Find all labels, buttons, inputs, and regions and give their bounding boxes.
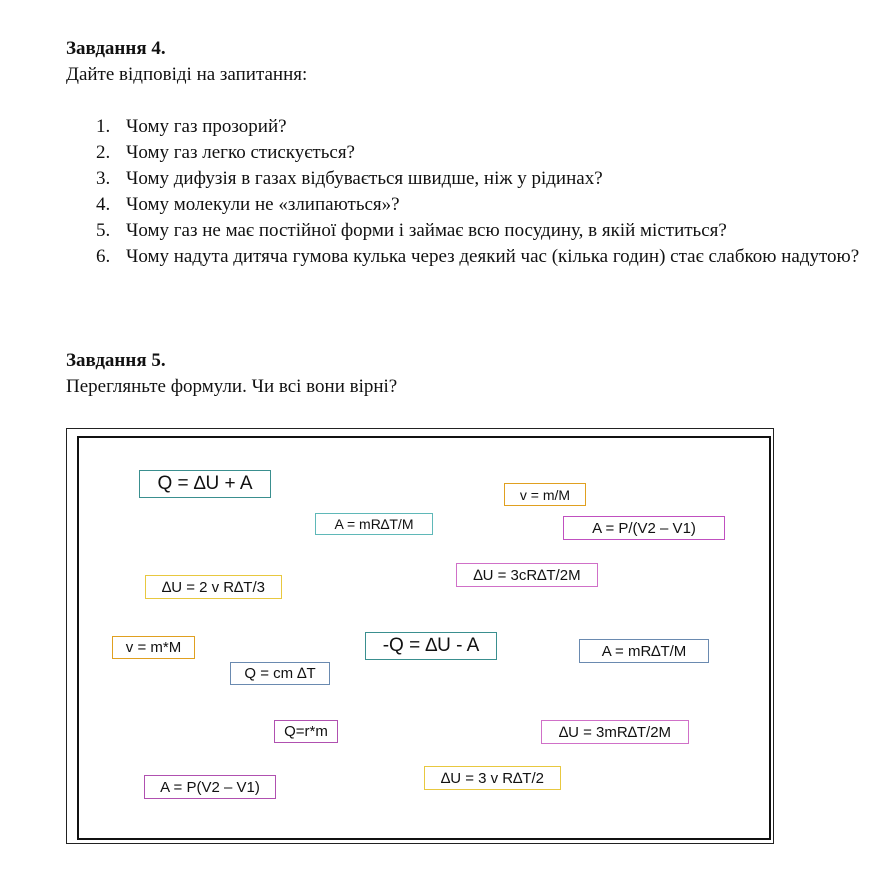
question-text: Чому дифузія в газах відбувається швидше, ніж у рідинах? [126,168,603,189]
formula-box: ∆U = 3 v R∆T/2 [424,766,561,790]
formula-box: ∆U = 3mR∆T/2M [541,720,689,744]
list-item [96,114,866,140]
formula-box: Q=r*m [274,720,338,743]
question-text: Чому газ прозорий? [126,116,287,137]
item-number: 2. [96,142,111,163]
task4-intro: Дайте відповіді на запитання: [66,64,308,85]
formula-box: A = P/(V2 – V1) [563,516,725,540]
formula-box: A = P(V2 – V1) [144,775,276,799]
list-item [96,218,786,244]
list-item [96,140,866,166]
task5-intro: Перегляньте формули. Чи всі вони вірні? [66,376,398,397]
task4-title: Завдання 4. [66,38,166,59]
formula-box: v = m/M [504,483,586,506]
question-text: Чому молекули не «злипаються»? [126,194,400,215]
formula-box: ∆U = 2 v R∆T/3 [145,575,282,599]
formula-box: Q = cm ∆T [230,662,330,685]
list-item [96,166,866,192]
formula-box: Q = ∆U + A [139,470,271,498]
task5-title: Завдання 5. [66,350,166,371]
item-number: 6. [96,246,111,267]
formula-box: A = mR∆T/M [315,513,433,535]
list-item [96,192,866,218]
question-list [96,114,866,270]
item-number: 1. [96,116,111,137]
question-text: Чому газ легко стискується? [126,142,355,163]
list-item [96,244,871,270]
formula-box: A = mR∆T/M [579,639,709,663]
item-number: 4. [96,194,111,215]
question-text: Чому газ не має постійної форми і займає всю посудину, в якій міститься? [126,220,727,241]
question-text: Чому надута дитяча гумова кулька через деякий час (кілька годин) стає слабкою надутою? [126,246,860,267]
formula-box: -Q = ∆U - A [365,632,497,660]
formula-box: v = m*M [112,636,195,659]
item-number: 5. [96,220,111,241]
item-number: 3. [96,168,111,189]
formula-box: ∆U = 3cR∆T/2M [456,563,598,587]
